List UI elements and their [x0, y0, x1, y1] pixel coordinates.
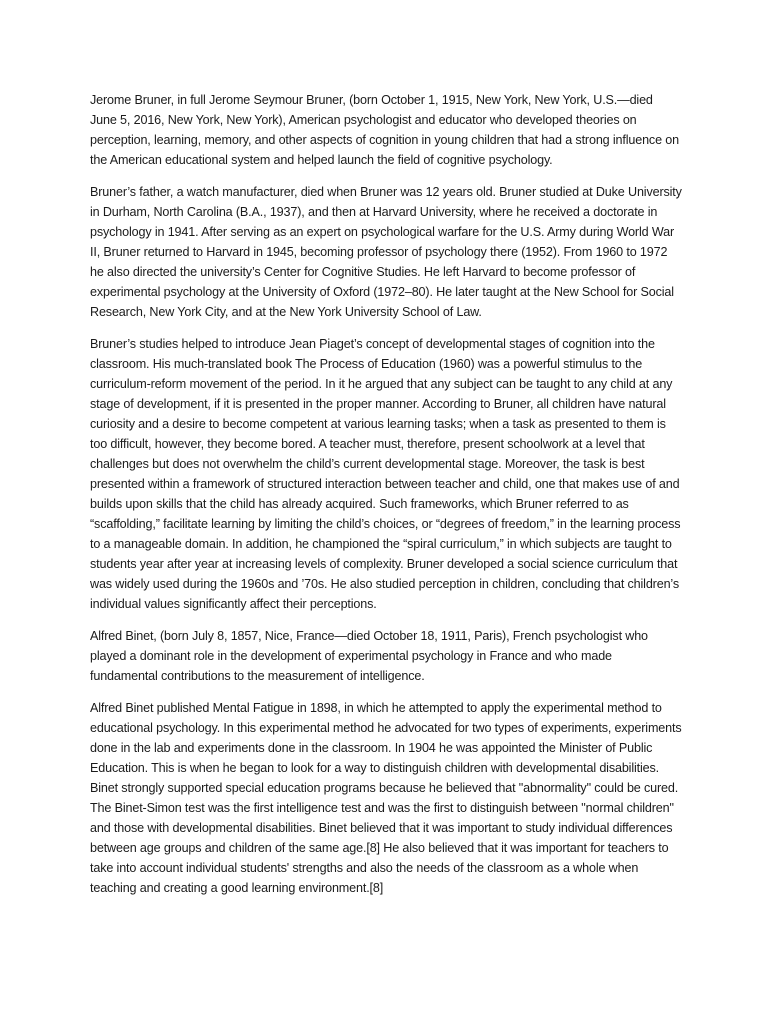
paragraph-bruner-career: Bruner’s father, a watch manufacturer, died when Bruner was 12 years old. Bruner studied at Duke University in Durham, North Carolina (B.A., 1937), and then at Harvard University, where he received a doctorate in psychology in 1941. After serving as an expert on psychological warfare for the U.S. Army during World War II, Bruner returned to Harvard in 1945, becoming professor of psychology there (1952). From 1960 to 1972 he also directed the university’s Center for Cognitive Studies. He left Harvard to become professor of experimental psychology at the University of Oxford (1972–80). He later taught at the New School for Social Research, New York City, and at the New York University School of Law. — [90, 185, 682, 319]
paragraph-binet-intro: Alfred Binet, (born July 8, 1857, Nice, France—died October 18, 1911, Paris), French psychologist who played a dominant role in the development of experimental psychology in France and who made fundamental contributions to the measurement of intelligence. — [90, 629, 648, 683]
paragraph-bruner-studies: Bruner’s studies helped to introduce Jean Piaget’s concept of developmental stages of cognition into the classroom. His much-translated book The Process of Education (1960) was a powerful stimulus to the curriculum-reform movement of the period. In it he argued that any subject can be taught to any child at any stage of development, if it is presented in the proper manner. According to Bruner, all children have natural curiosity and a desire to become competent at various learning tasks; when a task as presented to them is too difficult, however, they become bored. A teacher must, therefore, present schoolwork at a level that challenges but does not overwhelm the child’s current developmental stage. Moreover, the task is best presented within a framework of structured interaction between teacher and child, one that makes use of and builds upon skills that the child has already acquired. Such frameworks, which Bruner referred to as “scaffolding,” facilitate learning by limiting the child’s choices, or “degrees of freedom,” in the learning process to a manageable domain. In addition, he championed the “spiral curriculum,” in which subjects are taught to students year after year at increasing levels of complexity. Bruner developed a social science curriculum that was widely used during the 1960s and ’70s. He also studied perception in children, concluding that children’s individual values significantly affect their perceptions. — [90, 337, 681, 611]
paragraph-binet-work: Alfred Binet published Mental Fatigue in 1898, in which he attempted to apply the experimental method to educational psychology. In this experimental method he advocated for two types of experiments, experiments done in the lab and experiments done in the classroom. In 1904 he was appointed the Minister of Public Education. This is when he began to look for a way to distinguish children with developmental disabilities. Binet strongly supported special education programs because he believed that "abnormality" could be cured. The Binet-Simon test was the first intelligence test and was the first to distinguish between "normal children" and those with developmental disabilities. Binet believed that it was important to study individual differences between age groups and children of the same age.[8] He also believed that it was important for teachers to take into account individual students' strengths and also the needs of the classroom as a whole when teaching and creating a good learning environment.[8] — [90, 701, 682, 895]
paragraph-bruner-intro: Jerome Bruner, in full Jerome Seymour Bruner, (born October 1, 1915, New York, New York, U.S.—died June 5, 2016, New York, New York), American psychologist and educator who developed theories on perception, learning, memory, and other aspects of cognition in young children that had a strong influence on the American educational system and helped launch the field of cognitive psychology. — [90, 93, 679, 167]
